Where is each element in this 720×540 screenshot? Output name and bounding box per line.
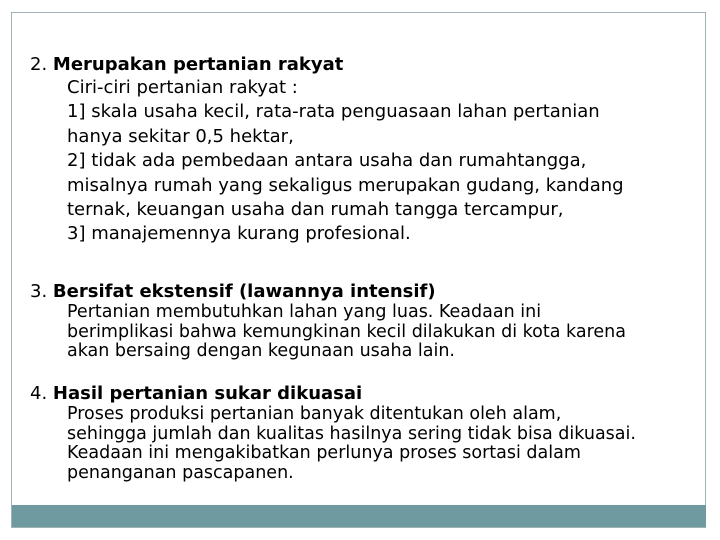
- body-line: akan bersaing dengan kegunaan usaha lain.: [67, 341, 455, 361]
- section-heading: [30, 281, 626, 303]
- section-title: Merupakan pertanian rakyat: [52, 54, 344, 75]
- body-line: berimplikasi bahwa kemungkinan kecil dilakukan di kota karena: [67, 321, 626, 342]
- section-ekstensif: [30, 281, 626, 362]
- section-title: Bersifat ekstensif (lawannya intensif): [52, 281, 436, 302]
- footer-bar: [12, 505, 706, 527]
- section-heading: [30, 383, 636, 405]
- body-line: Proses produksi pertanian banyak ditentukan oleh alam,: [67, 404, 562, 424]
- body-line: 2] tidak ada pembedaan antara usaha dan rumahtangga,: [67, 150, 587, 172]
- body-line: 3] manajemennya kurang profesional.: [67, 223, 411, 245]
- section-number: 2.: [30, 54, 48, 75]
- section-number: 3.: [30, 281, 48, 302]
- section-sukar-dikuasai: [30, 383, 636, 483]
- section-body: [67, 303, 626, 362]
- section-number: 4.: [30, 383, 48, 404]
- body-line: Pertanian membutuhkan lahan yang luas. Keadaan ini: [67, 302, 542, 322]
- section-title: Hasil pertanian sukar dikuasai: [52, 383, 363, 404]
- body-line: sehingga jumlah dan kualitas hasilnya sering tidak bisa dikuasai.: [67, 423, 636, 444]
- section-body: [67, 405, 636, 483]
- section-pertanian-rakyat: [30, 54, 624, 247]
- body-line: 1] skala usaha kecil, rata-rata penguasaan lahan pertanian: [67, 101, 600, 123]
- section-heading: [30, 54, 624, 76]
- body-line: misalnya rumah yang sekaligus merupakan gudang, kandang: [67, 174, 624, 196]
- body-line: Keadaan ini mengakibatkan perlunya proses sortasi dalam: [67, 443, 581, 463]
- body-line: ternak, keuangan usaha dan rumah tangga tercampur,: [67, 199, 564, 221]
- section-body: [67, 76, 624, 247]
- body-line: hanya sekitar 0,5 hektar,: [67, 125, 294, 147]
- body-line: Ciri-ciri pertanian rakyat :: [67, 77, 298, 98]
- body-line: penanganan pascapanen.: [67, 462, 294, 483]
